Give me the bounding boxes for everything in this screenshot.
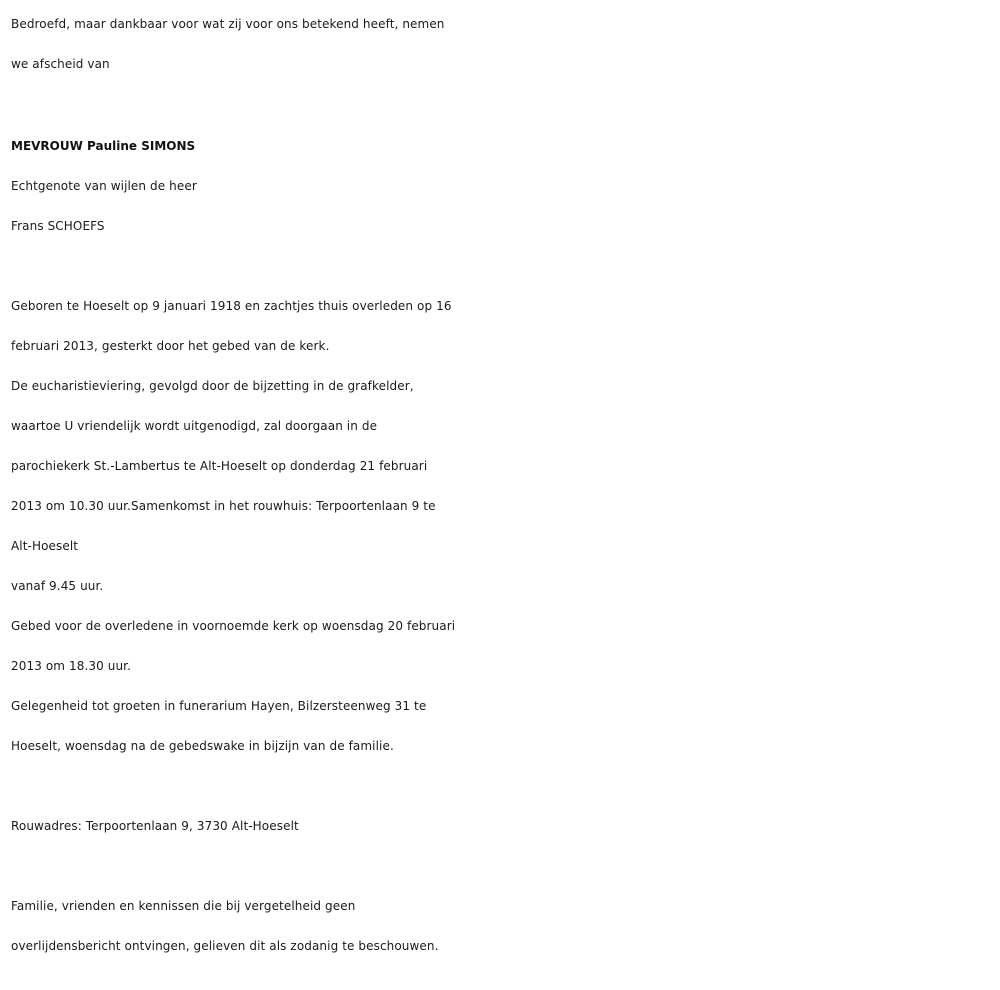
deceased-name: MEVROUW Pauline SIMONS <box>11 139 196 153</box>
spacer <box>11 246 996 286</box>
closing-paragraph <box>11 886 996 966</box>
details-line: Gelegenheid tot groeten in funerarium Hayen, Bilzersteenweg 31 te <box>11 699 427 713</box>
details-line: 2013 om 10.30 uur.Samenkomst in het rouwhuis: Terpoortenlaan 9 te <box>11 499 436 513</box>
details-line: De eucharistieviering, gevolgd door de bijzetting in de grafkelder, <box>11 379 414 393</box>
spacer <box>11 766 996 806</box>
details-line: Hoeselt, woensdag na de gebedswake in bijzijn van de familie. <box>11 739 394 753</box>
details-paragraph <box>11 286 996 766</box>
intro-line: we afscheid van <box>11 57 110 71</box>
details-line: Gebed voor de overledene in voornoemde kerk op woensdag 20 februari <box>11 619 456 633</box>
intro-line: Bedroefd, maar dankbaar voor wat zij voor ons betekend heeft, nemen <box>11 17 445 31</box>
details-line: vanaf 9.45 uur. <box>11 579 104 593</box>
closing-line: overlijdensbericht ontvingen, gelieven dit als zodanig te beschouwen. <box>11 939 439 953</box>
deceased-section <box>11 126 996 246</box>
details-line: waartoe U vriendelijk wordt uitgenodigd, zal doorgaan in de <box>11 419 378 433</box>
obituary-notice <box>11 4 996 966</box>
details-line: parochiekerk St.-Lambertus te Alt-Hoeselt op donderdag 21 februari <box>11 459 428 473</box>
mourning-address: Rouwadres: Terpoortenlaan 9, 3730 Alt-Hoeselt <box>11 819 299 833</box>
details-line: 2013 om 18.30 uur. <box>11 659 132 673</box>
spacer <box>11 846 996 886</box>
closing-line: Familie, vrienden en kennissen die bij vergetelheid geen <box>11 899 356 913</box>
details-line: Alt-Hoeselt <box>11 539 79 553</box>
details-line: februari 2013, gesterkt door het gebed van de kerk. <box>11 339 330 353</box>
spouse-line: Echtgenote van wijlen de heer <box>11 179 197 193</box>
details-line: Geboren te Hoeselt op 9 januari 1918 en zachtjes thuis overleden op 16 <box>11 299 452 313</box>
intro-paragraph <box>11 4 996 84</box>
spouse-line: Frans SCHOEFS <box>11 219 105 233</box>
spacer <box>11 84 996 126</box>
